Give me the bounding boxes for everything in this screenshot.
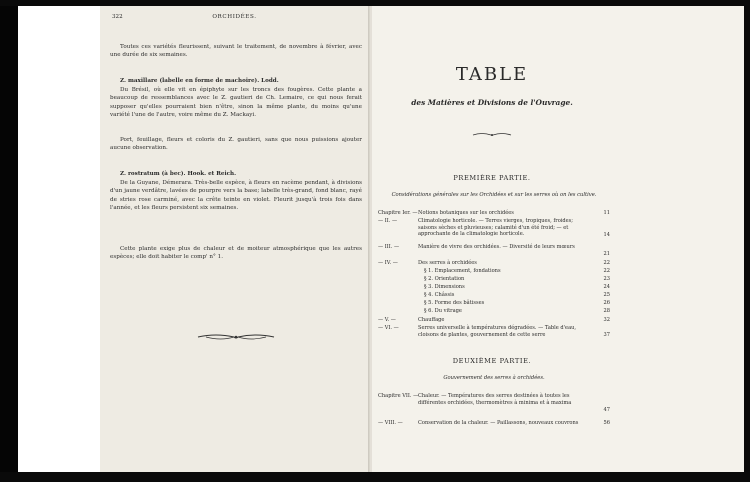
part2-description: Gouvernement des serres à orchidées. (443, 375, 545, 381)
toc-chapter-label: Chapitre Ier. — (378, 210, 418, 216)
table-subtitle: des Matières et Divisions de l'Ouvrage. (411, 98, 573, 107)
toc-row (378, 292, 610, 300)
toc-row (378, 325, 610, 341)
toc-row (378, 300, 610, 308)
toc-page-number: 28 (603, 308, 610, 314)
entry-heading-rostratum: Z. rostratum (à bec). Hook. et Reich. (120, 171, 237, 177)
toc-page-number: 56 (603, 420, 610, 426)
page-number: 322 (112, 14, 123, 20)
toc-page-number: 21 (603, 251, 610, 257)
ornament-divider (196, 332, 276, 342)
part1-description: Considérations générales sur les Orchidées et sur les serres où on les cultive. (391, 192, 597, 198)
toc-chapter-label: Chapitre VII. — (378, 393, 419, 399)
toc-page-number: 11 (603, 210, 610, 216)
running-title: ORCHIDÉES. (212, 14, 257, 20)
toc-row (378, 260, 610, 268)
paragraph-maxillare-origin: Du Brésil, où elle vit en épiphyte sur les troncs des fougères. Cette plante a beaucoup de ressemblances avec le Z. gautieri de Ch. Lemaire, ce qui nous ferait supposer qu'elles pourraient bien n'être, sinon la même plante, du moins qu'une variété l'une de l'autre, voire même du Z. Mackayi. (110, 87, 362, 118)
part2-title: DEUXIÈME PARTIE. (452, 357, 532, 365)
toc-entry-text: Manière de vivre des orchidées. — Diversité de leurs mœurs (418, 244, 575, 250)
toc-row (378, 276, 610, 284)
toc-row (378, 284, 610, 292)
toc-entry-text: Chauffage (418, 317, 445, 323)
toc-row (378, 218, 610, 240)
toc-entry-text: Serres universelle à températures dégradées. — Table d'eau, cloisons de plantes, gouvernement de cette serre (418, 325, 577, 338)
left-page (100, 6, 370, 472)
toc-page-number: 22 (603, 268, 610, 274)
scan-edge-right (744, 0, 750, 482)
part1-title: PREMIÈRE PARTIE. (453, 174, 531, 182)
toc-page-number: 24 (603, 284, 610, 290)
toc-page-number: 22 (603, 260, 610, 266)
toc-entry-text: Climatologie horticole. — Terres vierges, tropiques, froides; saisons sèches et pluvieuses; calamité d'un été froid; — et approchante de la climatologie horticole. (418, 218, 574, 238)
toc-row (378, 393, 610, 415)
toc-entry-text: Chaleur. — Températures des serres destinées à toutes les différentes orchidées, thermomètres à minima et à maxima (418, 393, 572, 406)
toc-row (378, 244, 610, 258)
toc-row (378, 308, 610, 316)
toc-page-number: 47 (603, 407, 610, 413)
toc-row (378, 210, 610, 218)
toc-chapter-label: — VI. — (378, 325, 399, 331)
toc-row (378, 420, 610, 436)
paragraph-varieties: Toutes ces variétés fleurissent, suivant le traitement, de novembre à février, avec une durée de six semaines. (110, 44, 362, 59)
scan-edge-bottom (0, 472, 750, 482)
toc-entry-text: § 1. Emplacement, fondations (424, 268, 501, 274)
toc-entry-text: § 5. Forme des bâtisses (424, 300, 485, 306)
toc-entry-text: § 4. Châssis (424, 292, 455, 298)
toc-row (378, 268, 610, 276)
toc-chapter-label: — II. — (378, 218, 398, 224)
entry-heading-maxillare: Z. maxillare (labelle en forme de machoire). Lodd. (120, 78, 279, 84)
toc-chapter-label: — III. — (378, 244, 400, 250)
right-page-margin (612, 6, 744, 472)
toc-entry-text: § 2. Orientation (424, 276, 465, 282)
toc-entry-text: Conservation de la chaleur. — Paillassons, nouveaux couvrons (418, 420, 579, 426)
toc-entry-text: Des serres à orchidées (418, 260, 477, 266)
paragraph-rostratum-culture: Cette plante exige plus de chaleur et de moiteur atmosphérique que les autres espèces; elle doit habiter le comp' n° 1. (110, 246, 362, 261)
toc-chapter-label: — V. — (378, 317, 396, 323)
scan-edge-left (0, 0, 18, 482)
toc-chapter-label: — VIII. — (378, 420, 403, 426)
toc-page-number: 37 (603, 332, 610, 338)
toc-page-number: 14 (603, 232, 610, 238)
toc-chapter-label: — IV. — (378, 260, 398, 266)
toc-entry-text: § 3. Dimensions (424, 284, 465, 290)
toc-page-number: 32 (603, 317, 610, 323)
toc-entry-text: § 6. Du vitrage (424, 308, 462, 314)
toc-page-number: 23 (603, 276, 610, 282)
toc-entry-text: Notions botaniques sur les orchidées (418, 210, 514, 216)
right-page (372, 6, 612, 472)
toc-page-number: 26 (603, 300, 610, 306)
title-ornament (472, 131, 512, 139)
toc-row (378, 317, 610, 325)
paragraph-maxillare-port: Port, feuillage, fleurs et coloris du Z. gautieri, sans que nous puissions ajouter aucune observation. (110, 137, 362, 152)
toc-page-number: 25 (603, 292, 610, 298)
table-title: TABLE (455, 64, 529, 85)
paragraph-rostratum-origin: De la Guyane, Démerara. Très-belle espèce, à fleurs en racème pendant, à divisions d'un jaune verdâtre, lavées de pourpre vers la base; labelle très-grand, fond blanc, rayé de stries rose carminé, avec la crête teinte en violet. Fleurit jusqu'à trois fois dans l'année, et les fleurs persistent six semaines. (110, 180, 362, 211)
